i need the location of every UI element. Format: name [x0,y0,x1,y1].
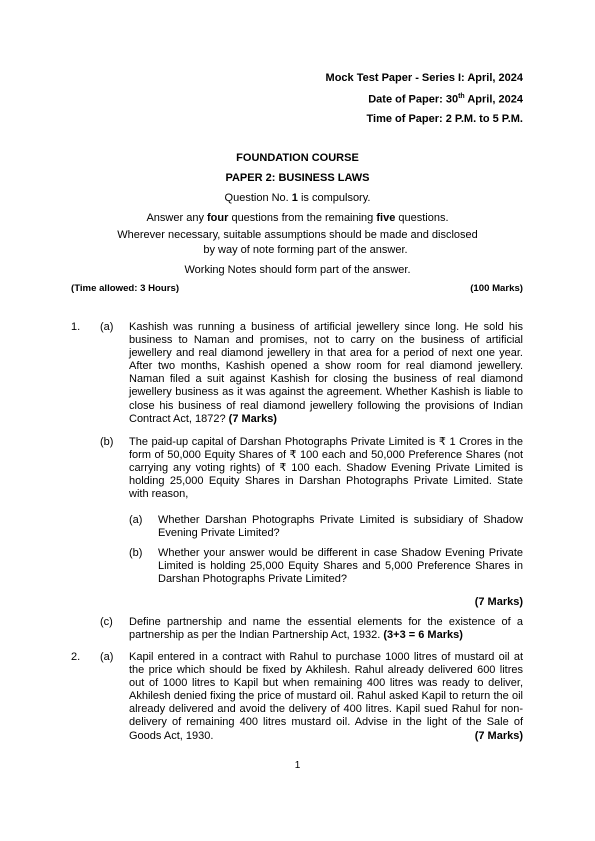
q2a-marks: (7 Marks) [474,730,523,742]
q2a-label: (a) [100,651,114,663]
q1b-sub-a-label: (a) [129,514,143,526]
question-number-2: 2. [71,651,81,663]
question-number-1: 1. [71,321,81,333]
q1b-label: (b) [100,436,114,448]
page-number: 1 [294,760,301,771]
instruction-assumptions-line1: Wherever necessary, suitable assumptions should be made and disclosed [117,229,478,241]
time-allowed: (Time allowed: 3 Hours) [71,283,180,294]
paper-title: PAPER 2: BUSINESS LAWS [225,172,370,184]
q1a-label: (a) [100,321,114,333]
course-title: FOUNDATION COURSE [236,152,359,164]
instruction-answer-any: Answer any four questions from the remaining five questions. [146,212,449,224]
q1b-sub-b-text: Whether your answer would be different in case Shadow Evening Private Limited is holding 25,000 Equity Shares and 5,000 Preference Shares in Darshan Photographs Private Limited? [158,547,523,586]
q2a-text: Kapil entered in a contract with Rahul to purchase 1000 litres of mustard oil at the price which should be fixed by Akhilesh. Rahul already delivered 600 litres out of 1000 litres to Kapil but when remaining 400 litres was ready to deliver, Akhilesh denied fixing the price of mustard oil. Rahul asked Kapil to return the oil already delivered and avoid the delivery of 400 litres. Kapil sued Rahul for non-delivery of remaining 400 litres mustard oil. Advise in the light of the Sale of Goods Act, 1930. [129,651,523,742]
q1c-marks: (3+3 = 6 Marks) [383,629,463,642]
time-of-paper: Time of Paper: 2 P.M. to 5 P.M. [366,113,523,125]
q1a-marks: (7 Marks) [228,412,277,425]
maximum-marks: (100 Marks) [470,283,523,294]
instruction-compulsory: Question No. 1 is compulsory. [224,192,371,204]
instruction-working-notes: Working Notes should form part of the answer. [184,264,411,276]
q1c-label: (c) [100,616,113,628]
q1b-sub-b-label: (b) [129,547,143,559]
paper-series-title: Mock Test Paper - Series I: April, 2024 [325,72,523,84]
q1b-marks: (7 Marks) [474,596,523,608]
instruction-assumptions-line2: by way of note forming part of the answer. [203,244,408,256]
q1a-text: Kashish was running a business of artificial jewellery since long. He sold his business to Naman and promises, not to carry on the business of artificial jewellery and real diamond jewellery in that area for a period of next one year. After two months, Kashish opened a show room for real diamond jewellery. Naman filed a suit against Kashish for closing the business of real diamond jewellery business as it was against the agreement. Whether Kashish is liable to close his business of real diamond jewellery following the provisions of Indian Contract Act, 1872? (7 Marks) [129,321,523,425]
q1b-sub-a-text: Whether Darshan Photographs Private Limited is subsidiary of Shadow Evening Private Limited? [158,514,523,540]
q1c-text: Define partnership and name the essential elements for the existence of a partnership as per the Indian Partnership Act, 1932. (3+3 = 6 Marks) [129,616,523,642]
q1b-text: The paid-up capital of Darshan Photographs Private Limited is ₹ 1 Crores in the form of 50,000 Equity Shares of ₹ 100 each and 50,000 Preference Shares (not carrying any voting rights) of ₹ 100 each. Shadow Evening Private Limited is holding 25,000 Equity Shares in Darshan Photographs Private Limited. State with reason, [129,436,523,501]
date-of-paper: Date of Paper: 30th April, 2024 [368,93,523,106]
